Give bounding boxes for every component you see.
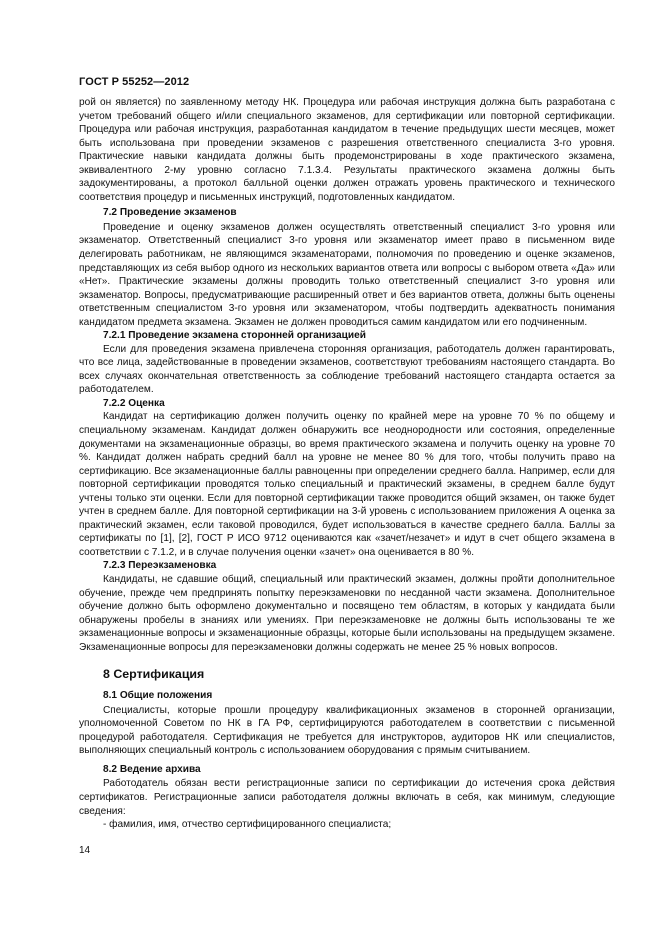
paragraph-continuation: рой он является) по заявленному методу НК. Процедура или рабочая инструкция должна быть разработана с учетом требований общего и/или специального экзаменов, для сертификации или повторной сертификации. Процедура или рабочая инструкция, разработанная кандидатом в течение предыдущих шести месяцев, может быть использована при проведении экзаменов с разрешения ответственного специалиста 3-го уровня. Практические навыки кандидата должны быть продемонстрированы в ходе практического экзамена, эквивалентного 2-му уровню согласно 7.1.3.4. Результаты практического экзамена должны быть задокументированы, а протокол балльной оценки должен отражать уровень практического и технического соответствия процедур и письменных инструкций, подготовленных кандидатом. (79, 97, 615, 203)
paragraph-grading: Кандидат на сертификацию должен получить оценку по крайней мере на уровне 70 % по общему и специальному экзаменам. Кандидат должен обнаружить все неоднородности или состояния, определенные документами на экзаменационные образцы, во время практического экзамена и получить оценку на уровне 70 %. Кандидат должен набрать средний балл на уровне не менее 80 % для того, чтобы получить право на сертификацию. Все экзаменационные баллы равноценны при определении среднего балла. Например, если для повторной сертификации проводятся только специальный и практический экзамены, в среднем балле будут учтены только эти оценки. Если для повторной сертификации также проводится общий экзамен, он также будет учтен в среднем балле. Для повторной сертификации на 3-й уровень с использованием приложения А оценка за практический экзамен, если таковой проводился, будет использоваться в качестве среднего балла. Баллы за сертификаты по [1], [2], ГОСТ Р ИСО 9712 оцениваются как «зачет/незачет» и идут в счет общего экзамена в соответствии с 7.1.2, и в случае получения оценки «зачет» она оценивается в 80 %. (79, 411, 615, 558)
page-body (79, 96, 615, 832)
section-heading-8-2: 8.2 Ведение архива (103, 763, 201, 775)
paragraph-records: Работодатель обязан вести регистрационные записи по сертификации до истечения срока действия сертификатов. Регистрационные записи работодателя должны включать в себя, как минимум, следующие сведения: (79, 778, 615, 817)
list-item: - фамилия, имя, отчество сертифицированного специалиста; (103, 819, 392, 831)
section-heading-8-1: 8.1 Общие положения (103, 690, 213, 702)
subsection-heading-7-2-1: 7.2.1 Проведение экзамена сторонней организацией (103, 330, 366, 342)
paragraph-reexamination: Кандидаты, не сдавшие общий, специальный или практический экзамен, должны пройти дополнительное обучение, прежде чем предпринять попытку переэкзаменовки по несданной части экзамена. Дополнительное обучение должно быть оформлено документально и посвящено тем областям, в которых у кандидата были обнаружены пробелы в знаниях или умениях. При переэкзаменовке не должны быть использованы те же экзаменационные вопросы и экзаменационные образцы, которые были использованы на предыдущем экзамене. Экзаменационные вопросы для переэкзаменовки должны содержать не менее 25 % новых вопросов. (79, 573, 615, 653)
subsection-heading-7-2-3: 7.2.3 Переэкзаменовка (103, 560, 217, 572)
section-heading-7-2: 7.2 Проведение экзаменов (103, 207, 237, 219)
paragraph-general-provisions: Специалисты, которые прошли процедуру квалификационных экзаменов в сторонней организации, уполномоченной Советом по НК в ГА РФ, сертифицируются работодателем в соответствии с письменной процедурой работодателя. Сертификация не требуется для инструкторов, аудиторов НК или специалистов, выполняющих специальный контроль с использованием оборудования с прямым считыванием. (79, 704, 615, 757)
paragraph-exam-conduct: Проведение и оценку экзаменов должен осуществлять ответственный специалист 3-го уровня или экзаменатор. Ответственный специалист 3-го уровня или экзаменатор имеет право в письменном виде делегировать работникам, не являющимся экзаменаторами, полномочия по проведению и оценке экзаменов, представляющих из себя выбор одного из нескольких вариантов ответа или вопросы с выбором ответа «Да» или «Нет». Практические экзамены должны проводить только ответственный специалист 3-го уровня или экзаменатор. Вопросы, предусматривающие расширенный ответ и без вариантов ответа, должны быть оценены ответственным специалистом 3-го уровня или экзаменатором, чтобы подтвердить адекватность понимания кандидатом предмета экзамена. Экзамен не должен проводиться самим кандидатом или его подчиненным. (79, 221, 615, 328)
subsection-heading-7-2-2: 7.2.2 Оценка (103, 397, 165, 409)
paragraph-third-party: Если для проведения экзамена привлечена сторонняя организация, работодатель должен гарантировать, что все лица, задействованные в проведении экзаменов, соответствуют требованиям настоящего стандарта. Во всех случаях окончательная ответственность за соблюдение требований настоящего стандарта остается за работодателем. (79, 343, 615, 396)
standard-header: ГОСТ Р 55252—2012 (79, 76, 190, 88)
section-heading-8: 8 Сертификация (103, 667, 205, 682)
page-number: 14 (79, 845, 91, 856)
